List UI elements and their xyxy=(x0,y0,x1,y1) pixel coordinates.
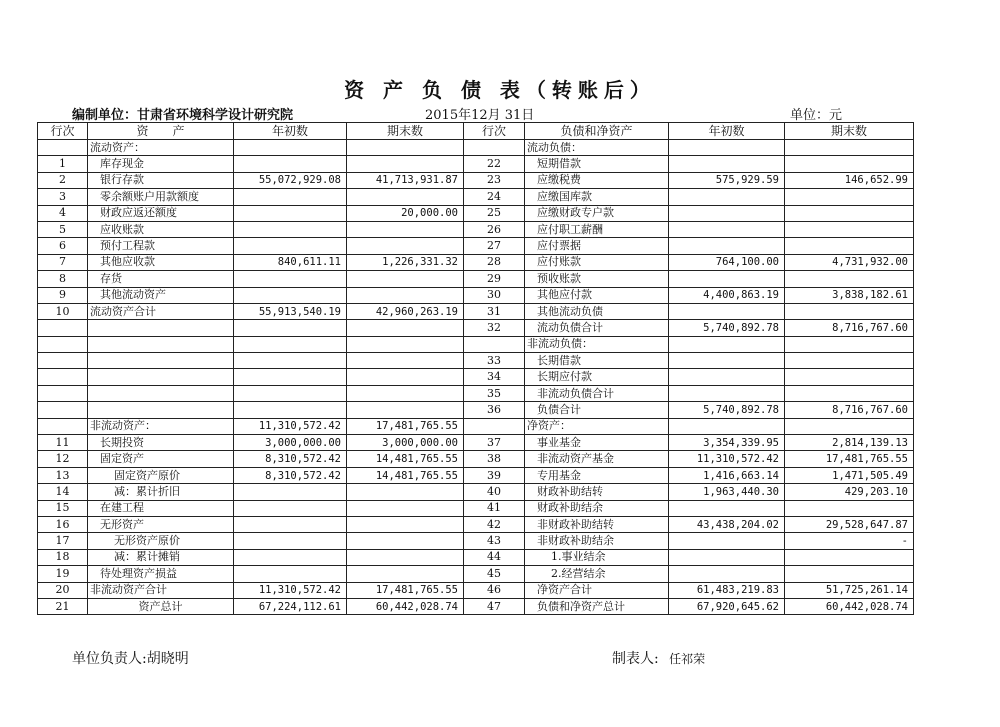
line-no-right-cell: 41 xyxy=(464,500,525,516)
asset-name-cell: 减：累计折旧 xyxy=(88,484,234,500)
line-no-right-cell: 47 xyxy=(464,598,525,614)
table-row xyxy=(38,320,914,336)
liability-closing-cell xyxy=(785,369,914,385)
asset-opening-cell xyxy=(234,566,347,582)
asset-closing-cell: 42,960,263.19 xyxy=(347,303,464,319)
asset-opening-cell xyxy=(234,189,347,205)
asset-name-cell: 资产总计 xyxy=(88,598,234,614)
col-header-assets: 资 产 xyxy=(88,123,234,140)
liability-closing-cell xyxy=(785,221,914,237)
line-no-cell xyxy=(38,140,88,156)
liability-opening-cell xyxy=(669,238,785,254)
asset-name-cell: 待处理资产损益 xyxy=(88,566,234,582)
line-no-right-cell: 44 xyxy=(464,549,525,565)
asset-closing-cell xyxy=(347,484,464,500)
asset-opening-cell xyxy=(234,140,347,156)
liability-opening-cell xyxy=(669,549,785,565)
table-row xyxy=(38,516,914,532)
liability-opening-cell xyxy=(669,156,785,172)
line-no-cell: 17 xyxy=(38,533,88,549)
liability-name-cell: 应付票据 xyxy=(525,238,669,254)
liability-closing-cell xyxy=(785,336,914,352)
asset-name-cell: 其他应收款 xyxy=(88,254,234,270)
asset-name-cell: 存货 xyxy=(88,271,234,287)
liability-name-cell: 非财政补助结余 xyxy=(525,533,669,549)
line-no-right-cell: 23 xyxy=(464,172,525,188)
table-row xyxy=(38,451,914,467)
asset-opening-cell: 8,310,572.42 xyxy=(234,451,347,467)
liability-name-cell: 财政补助结转 xyxy=(525,484,669,500)
table-row xyxy=(38,189,914,205)
asset-name-cell xyxy=(88,402,234,418)
asset-closing-cell: 17,481,765.55 xyxy=(347,418,464,434)
asset-name-cell xyxy=(88,320,234,336)
asset-opening-cell: 55,913,540.19 xyxy=(234,303,347,319)
asset-name-cell: 应收账款 xyxy=(88,221,234,237)
asset-opening-cell xyxy=(234,533,347,549)
asset-closing-cell xyxy=(347,500,464,516)
liability-name-cell: 预收账款 xyxy=(525,271,669,287)
line-no-cell xyxy=(38,336,88,352)
liability-closing-cell xyxy=(785,418,914,434)
liability-closing-cell xyxy=(785,271,914,287)
asset-name-cell: 无形资产原价 xyxy=(88,533,234,549)
asset-opening-cell: 840,611.11 xyxy=(234,254,347,270)
asset-closing-cell: 3,000,000.00 xyxy=(347,435,464,451)
table-row xyxy=(38,435,914,451)
balance-sheet-table xyxy=(37,122,914,615)
table-row xyxy=(38,467,914,483)
asset-closing-cell xyxy=(347,238,464,254)
col-header-line-no: 行次 xyxy=(38,123,88,140)
table-row xyxy=(38,254,914,270)
asset-closing-cell xyxy=(347,140,464,156)
liability-name-cell: 应缴税费 xyxy=(525,172,669,188)
liability-name-cell: 非财政补助结转 xyxy=(525,516,669,532)
table-row xyxy=(38,484,914,500)
liability-opening-cell: 11,310,572.42 xyxy=(669,451,785,467)
asset-opening-cell xyxy=(234,221,347,237)
line-no-cell: 9 xyxy=(38,287,88,303)
asset-closing-cell: 20,000.00 xyxy=(347,205,464,221)
liability-opening-cell: 764,100.00 xyxy=(669,254,785,270)
asset-opening-cell: 55,072,929.08 xyxy=(234,172,347,188)
line-no-cell xyxy=(38,353,88,369)
liability-opening-cell xyxy=(669,353,785,369)
asset-name-cell xyxy=(88,385,234,401)
asset-opening-cell xyxy=(234,549,347,565)
line-no-cell: 20 xyxy=(38,582,88,598)
liability-closing-cell: 1,471,505.49 xyxy=(785,467,914,483)
asset-closing-cell xyxy=(347,156,464,172)
line-no-cell: 21 xyxy=(38,598,88,614)
line-no-right-cell xyxy=(464,418,525,434)
liability-name-cell: 应缴财政专户款 xyxy=(525,205,669,221)
liability-opening-cell xyxy=(669,336,785,352)
liability-name-cell: 应付职工薪酬 xyxy=(525,221,669,237)
line-no-right-cell: 46 xyxy=(464,582,525,598)
asset-closing-cell xyxy=(347,549,464,565)
liability-closing-cell: 4,731,932.00 xyxy=(785,254,914,270)
asset-closing-cell xyxy=(347,533,464,549)
page-title: 资 产 负 债 表（转账后） xyxy=(344,78,656,102)
liability-opening-cell xyxy=(669,221,785,237)
asset-opening-cell xyxy=(234,156,347,172)
col-header-liabilities: 负债和净资产 xyxy=(525,123,669,140)
table-row xyxy=(38,402,914,418)
asset-closing-cell: 1,226,331.32 xyxy=(347,254,464,270)
line-no-right-cell: 28 xyxy=(464,254,525,270)
line-no-cell: 13 xyxy=(38,467,88,483)
report-date: 2015年12月 31日 xyxy=(425,108,535,123)
liability-closing-cell: 2,814,139.13 xyxy=(785,435,914,451)
asset-opening-cell xyxy=(234,271,347,287)
liability-closing-cell xyxy=(785,140,914,156)
asset-name-cell xyxy=(88,353,234,369)
asset-opening-cell xyxy=(234,238,347,254)
liability-name-cell: 流动负债： xyxy=(525,140,669,156)
liability-opening-cell xyxy=(669,303,785,319)
table-row xyxy=(38,172,914,188)
line-no-cell: 12 xyxy=(38,451,88,467)
liability-opening-cell: 1,963,440.30 xyxy=(669,484,785,500)
line-no-right-cell: 30 xyxy=(464,287,525,303)
liability-closing-cell: 51,725,261.14 xyxy=(785,582,914,598)
line-no-right-cell: 31 xyxy=(464,303,525,319)
liability-name-cell: 流动负债合计 xyxy=(525,320,669,336)
liability-opening-cell: 5,740,892.78 xyxy=(669,402,785,418)
asset-closing-cell xyxy=(347,369,464,385)
liability-closing-cell xyxy=(785,566,914,582)
asset-opening-cell xyxy=(234,353,347,369)
table-row xyxy=(38,238,914,254)
col-header-closing: 期末数 xyxy=(347,123,464,140)
asset-opening-cell xyxy=(234,484,347,500)
asset-opening-cell xyxy=(234,287,347,303)
asset-name-cell: 无形资产 xyxy=(88,516,234,532)
liability-opening-cell xyxy=(669,385,785,401)
line-no-cell: 11 xyxy=(38,435,88,451)
liability-closing-cell: 29,528,647.87 xyxy=(785,516,914,532)
table-row xyxy=(38,500,914,516)
col-header-line-no-right: 行次 xyxy=(464,123,525,140)
line-no-right-cell: 34 xyxy=(464,369,525,385)
table-row xyxy=(38,271,914,287)
line-no-cell xyxy=(38,320,88,336)
line-no-right-cell: 38 xyxy=(464,451,525,467)
asset-opening-cell xyxy=(234,369,347,385)
asset-closing-cell xyxy=(347,516,464,532)
line-no-cell: 14 xyxy=(38,484,88,500)
asset-name-cell: 固定资产 xyxy=(88,451,234,467)
line-no-cell xyxy=(38,385,88,401)
liability-closing-cell: 60,442,028.74 xyxy=(785,598,914,614)
asset-closing-cell: 17,481,765.55 xyxy=(347,582,464,598)
line-no-right-cell: 39 xyxy=(464,467,525,483)
liability-closing-cell: - xyxy=(785,533,914,549)
liability-closing-cell xyxy=(785,156,914,172)
preparer-label: 制表人: xyxy=(612,651,659,667)
liability-closing-cell xyxy=(785,549,914,565)
currency-unit: 单位：元 xyxy=(790,108,843,123)
line-no-right-cell: 22 xyxy=(464,156,525,172)
liability-opening-cell: 1,416,663.14 xyxy=(669,467,785,483)
liability-name-cell: 1.事业结余 xyxy=(525,549,669,565)
line-no-cell: 2 xyxy=(38,172,88,188)
liability-opening-cell: 3,354,339.95 xyxy=(669,435,785,451)
asset-opening-cell xyxy=(234,385,347,401)
liability-closing-cell: 17,481,765.55 xyxy=(785,451,914,467)
liability-closing-cell xyxy=(785,238,914,254)
table-row xyxy=(38,533,914,549)
table-row xyxy=(38,140,914,156)
liability-name-cell: 财政补助结余 xyxy=(525,500,669,516)
liability-name-cell: 非流动负债： xyxy=(525,336,669,352)
liability-opening-cell xyxy=(669,533,785,549)
line-no-right-cell: 45 xyxy=(464,566,525,582)
liability-name-cell: 非流动资产基金 xyxy=(525,451,669,467)
liability-opening-cell xyxy=(669,140,785,156)
liability-name-cell: 长期应付款 xyxy=(525,369,669,385)
asset-name-cell: 财政应返还额度 xyxy=(88,205,234,221)
liability-opening-cell xyxy=(669,369,785,385)
asset-opening-cell xyxy=(234,336,347,352)
preparer-signature: 任祁荣 xyxy=(669,652,706,666)
liability-closing-cell: 8,716,767.60 xyxy=(785,402,914,418)
table-row xyxy=(38,385,914,401)
asset-name-cell: 长期投资 xyxy=(88,435,234,451)
asset-opening-cell xyxy=(234,320,347,336)
asset-closing-cell: 14,481,765.55 xyxy=(347,467,464,483)
table-row xyxy=(38,205,914,221)
liability-opening-cell xyxy=(669,271,785,287)
asset-closing-cell: 41,713,931.87 xyxy=(347,172,464,188)
asset-opening-cell: 67,224,112.61 xyxy=(234,598,347,614)
line-no-right-cell: 40 xyxy=(464,484,525,500)
liability-closing-cell xyxy=(785,385,914,401)
asset-closing-cell xyxy=(347,566,464,582)
line-no-right-cell: 26 xyxy=(464,221,525,237)
col-header-opening-right: 年初数 xyxy=(669,123,785,140)
asset-name-cell: 零余额账户用款额度 xyxy=(88,189,234,205)
table-row xyxy=(38,369,914,385)
line-no-cell: 5 xyxy=(38,221,88,237)
line-no-right-cell xyxy=(464,140,525,156)
liability-opening-cell xyxy=(669,566,785,582)
responsible-person: 单位负责人:胡晓明 xyxy=(72,651,189,667)
line-no-right-cell: 37 xyxy=(464,435,525,451)
liability-closing-cell: 3,838,182.61 xyxy=(785,287,914,303)
asset-opening-cell xyxy=(234,500,347,516)
line-no-right-cell: 29 xyxy=(464,271,525,287)
asset-name-cell: 非流动资产合计 xyxy=(88,582,234,598)
asset-opening-cell xyxy=(234,205,347,221)
table-row xyxy=(38,582,914,598)
liability-name-cell: 事业基金 xyxy=(525,435,669,451)
asset-name-cell: 非流动资产： xyxy=(88,418,234,434)
liability-name-cell: 短期借款 xyxy=(525,156,669,172)
line-no-cell: 8 xyxy=(38,271,88,287)
liability-closing-cell xyxy=(785,353,914,369)
asset-name-cell: 减：累计摊销 xyxy=(88,549,234,565)
liability-closing-cell: 8,716,767.60 xyxy=(785,320,914,336)
asset-name-cell: 在建工程 xyxy=(88,500,234,516)
line-no-right-cell: 27 xyxy=(464,238,525,254)
liability-opening-cell: 575,929.59 xyxy=(669,172,785,188)
liability-closing-cell: 429,203.10 xyxy=(785,484,914,500)
asset-closing-cell xyxy=(347,353,464,369)
line-no-cell: 6 xyxy=(38,238,88,254)
liability-opening-cell xyxy=(669,189,785,205)
table-header-row xyxy=(38,123,914,140)
asset-name-cell xyxy=(88,369,234,385)
line-no-right-cell: 32 xyxy=(464,320,525,336)
table-row xyxy=(38,336,914,352)
table-row xyxy=(38,353,914,369)
table-row xyxy=(38,598,914,614)
liability-closing-cell xyxy=(785,500,914,516)
line-no-cell xyxy=(38,402,88,418)
asset-opening-cell xyxy=(234,402,347,418)
asset-closing-cell xyxy=(347,320,464,336)
liability-name-cell: 长期借款 xyxy=(525,353,669,369)
liability-opening-cell: 4,400,863.19 xyxy=(669,287,785,303)
col-header-closing-right: 期末数 xyxy=(785,123,914,140)
liability-name-cell: 专用基金 xyxy=(525,467,669,483)
liability-name-cell: 净资产： xyxy=(525,418,669,434)
table-row xyxy=(38,287,914,303)
asset-name-cell xyxy=(88,336,234,352)
liability-name-cell: 负债合计 xyxy=(525,402,669,418)
liability-closing-cell xyxy=(785,205,914,221)
liability-name-cell: 2.经营结余 xyxy=(525,566,669,582)
line-no-cell: 18 xyxy=(38,549,88,565)
table-row xyxy=(38,549,914,565)
asset-closing-cell xyxy=(347,271,464,287)
col-header-opening: 年初数 xyxy=(234,123,347,140)
liability-opening-cell xyxy=(669,500,785,516)
asset-closing-cell xyxy=(347,385,464,401)
line-no-cell: 19 xyxy=(38,566,88,582)
asset-opening-cell xyxy=(234,516,347,532)
liability-name-cell: 应付账款 xyxy=(525,254,669,270)
table-row xyxy=(38,221,914,237)
table-row xyxy=(38,566,914,582)
preparer xyxy=(612,648,705,668)
asset-closing-cell xyxy=(347,189,464,205)
liability-name-cell: 非流动负债合计 xyxy=(525,385,669,401)
line-no-cell: 4 xyxy=(38,205,88,221)
asset-opening-cell: 8,310,572.42 xyxy=(234,467,347,483)
line-no-cell: 10 xyxy=(38,303,88,319)
liability-name-cell: 其他应付款 xyxy=(525,287,669,303)
liability-name-cell: 其他流动负债 xyxy=(525,303,669,319)
line-no-right-cell: 24 xyxy=(464,189,525,205)
liability-opening-cell: 61,483,219.83 xyxy=(669,582,785,598)
line-no-cell xyxy=(38,369,88,385)
line-no-right-cell: 42 xyxy=(464,516,525,532)
asset-name-cell: 库存现金 xyxy=(88,156,234,172)
liability-opening-cell: 43,438,204.02 xyxy=(669,516,785,532)
liability-opening-cell: 5,740,892.78 xyxy=(669,320,785,336)
asset-opening-cell: 11,310,572.42 xyxy=(234,418,347,434)
line-no-right-cell: 36 xyxy=(464,402,525,418)
asset-name-cell: 固定资产原价 xyxy=(88,467,234,483)
asset-closing-cell xyxy=(347,402,464,418)
table-row xyxy=(38,303,914,319)
reporting-unit: 编制单位：甘肃省环境科学设计研究院 xyxy=(72,108,294,123)
asset-closing-cell: 14,481,765.55 xyxy=(347,451,464,467)
liability-opening-cell xyxy=(669,418,785,434)
asset-opening-cell: 11,310,572.42 xyxy=(234,582,347,598)
asset-name-cell: 银行存款 xyxy=(88,172,234,188)
asset-name-cell: 流动资产： xyxy=(88,140,234,156)
asset-closing-cell xyxy=(347,287,464,303)
liability-closing-cell: 146,652.99 xyxy=(785,172,914,188)
line-no-right-cell: 25 xyxy=(464,205,525,221)
liability-opening-cell: 67,920,645.62 xyxy=(669,598,785,614)
liability-name-cell: 应缴国库款 xyxy=(525,189,669,205)
line-no-right-cell xyxy=(464,336,525,352)
line-no-right-cell: 33 xyxy=(464,353,525,369)
table-row xyxy=(38,418,914,434)
liability-name-cell: 负债和净资产总计 xyxy=(525,598,669,614)
asset-opening-cell: 3,000,000.00 xyxy=(234,435,347,451)
line-no-cell: 3 xyxy=(38,189,88,205)
liability-closing-cell xyxy=(785,303,914,319)
liability-closing-cell xyxy=(785,189,914,205)
asset-closing-cell xyxy=(347,336,464,352)
table-row xyxy=(38,156,914,172)
line-no-cell: 16 xyxy=(38,516,88,532)
line-no-cell: 15 xyxy=(38,500,88,516)
liability-name-cell: 净资产合计 xyxy=(525,582,669,598)
asset-closing-cell xyxy=(347,221,464,237)
asset-closing-cell: 60,442,028.74 xyxy=(347,598,464,614)
line-no-right-cell: 43 xyxy=(464,533,525,549)
line-no-right-cell: 35 xyxy=(464,385,525,401)
asset-name-cell: 流动资产合计 xyxy=(88,303,234,319)
line-no-cell xyxy=(38,418,88,434)
liability-opening-cell xyxy=(669,205,785,221)
line-no-cell: 1 xyxy=(38,156,88,172)
asset-name-cell: 其他流动资产 xyxy=(88,287,234,303)
asset-name-cell: 预付工程款 xyxy=(88,238,234,254)
line-no-cell: 7 xyxy=(38,254,88,270)
